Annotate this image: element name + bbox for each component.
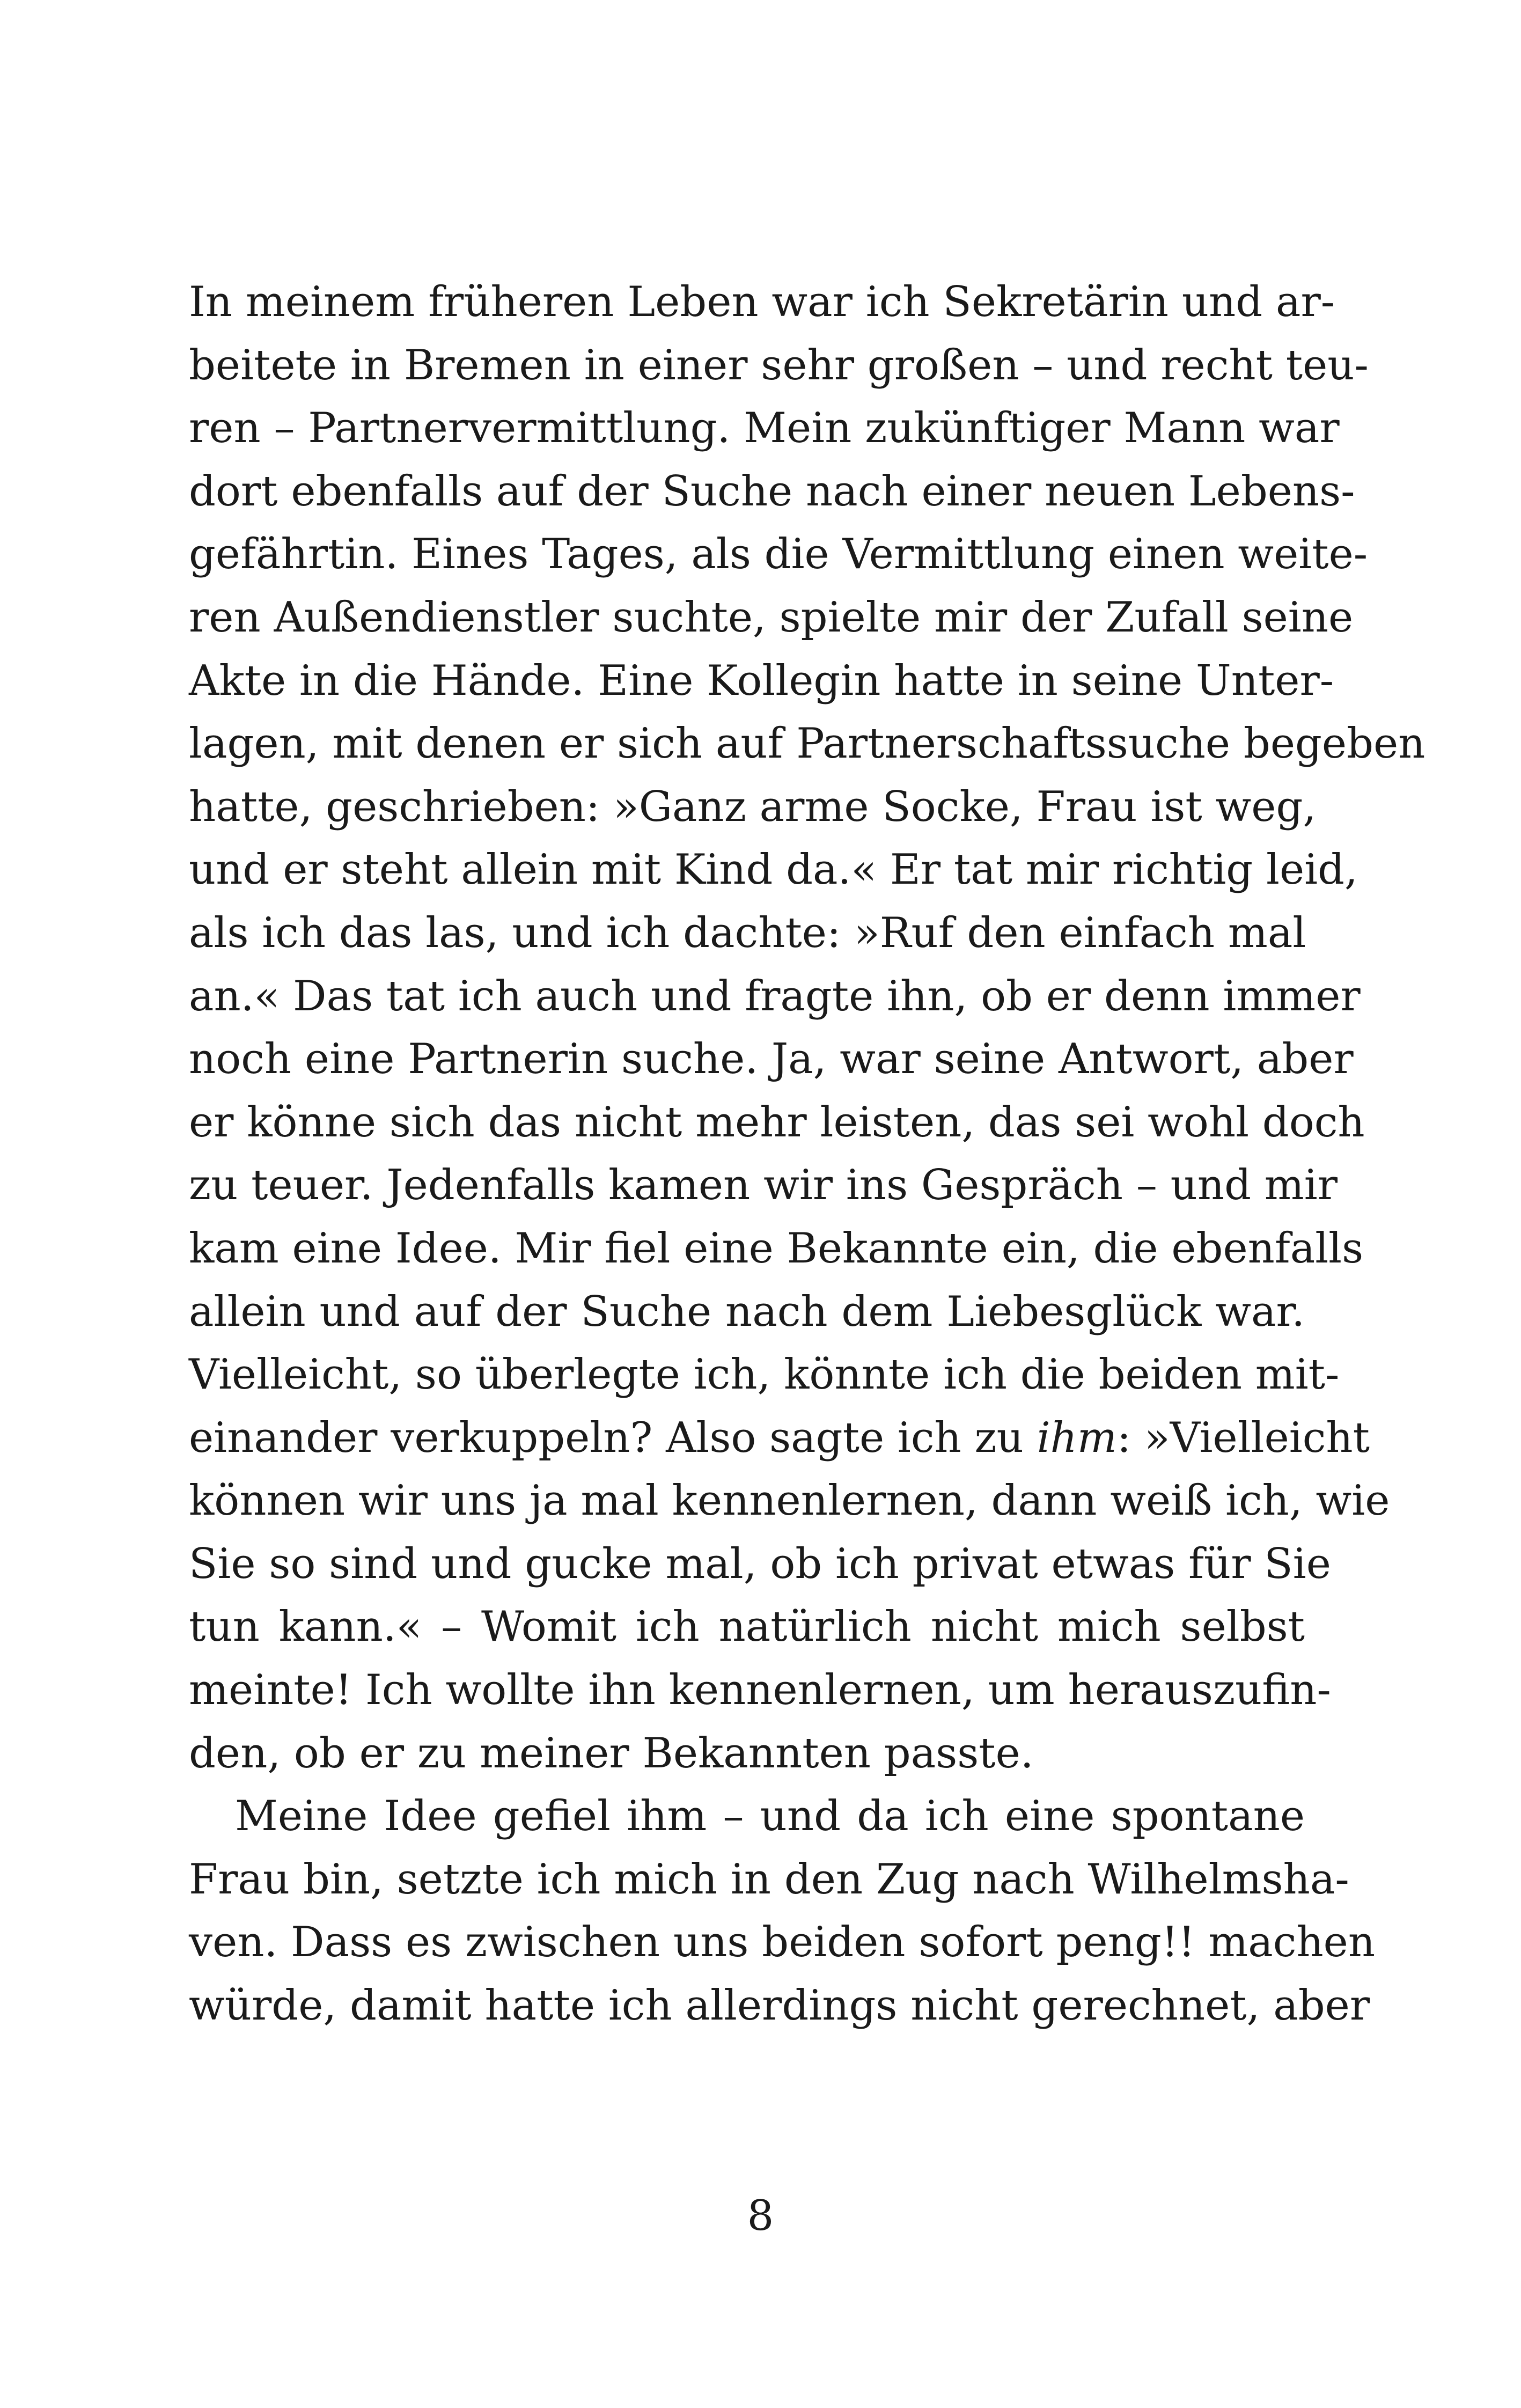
text-line: ren Außendienstler suchte, spielte mir der Zufall seine — [189, 593, 1354, 642]
body-text — [189, 271, 1426, 2038]
text-line: meinte! Ich wollte ihn kennenlernen, um herauszufin- — [189, 1666, 1331, 1715]
text-segment: : »Vielleicht — [1116, 1413, 1370, 1462]
text-line: gefährtin. Eines Tages, als die Vermittlung einen weite- — [189, 530, 1368, 579]
text-segment: einander verkuppeln? Also sagte ich zu — [189, 1413, 1037, 1462]
italic-word: ihm — [1037, 1413, 1117, 1462]
text-line: würde, damit hatte ich allerdings nicht gerechnet, aber — [189, 1981, 1370, 2030]
text-line: hatte, geschrieben: »Ganz arme Socke, Frau ist weg, — [189, 782, 1317, 831]
text-line: er könne sich das nicht mehr leisten, das sei wohl doch — [189, 1098, 1365, 1147]
text-line: Frau bin, setzte ich mich in den Zug nach Wilhelmsha- — [189, 1855, 1349, 1904]
text-line: kam eine Idee. Mir fiel eine Bekannte ein, die ebenfalls — [189, 1224, 1364, 1273]
text-line: lagen, mit denen er sich auf Partnerschaftssuche begeben — [189, 720, 1426, 768]
text-line: ren – Partnervermittlung. Mein zukünftiger Mann war — [189, 404, 1340, 453]
text-line: den, ob er zu meiner Bekannten passte. — [189, 1729, 1034, 1778]
text-line: Akte in die Hände. Eine Kollegin hatte in seine Unter- — [189, 656, 1334, 705]
text-line: Meine Idee gefiel ihm – und da ich eine spontane — [235, 1792, 1305, 1841]
text-line: Sie so sind und gucke mal, ob ich privat etwas für Sie — [189, 1539, 1331, 1588]
text-line: an.« Das tat ich auch und fragte ihn, ob er denn immer — [189, 972, 1361, 1021]
text-line: tun kann.« – Womit ich natürlich nicht mich selbst — [189, 1603, 1305, 1651]
text-line: können wir uns ja mal kennenlernen, dann weiß ich, wie — [189, 1477, 1390, 1525]
text-line: beitete in Bremen in einer sehr großen – und recht teu- — [189, 341, 1369, 390]
text-line: allein und auf der Suche nach dem Liebesglück war. — [189, 1287, 1305, 1336]
text-line: noch eine Partnerin suche. Ja, war seine Antwort, aber — [189, 1035, 1354, 1084]
text-line: dort ebenfalls auf der Suche nach einer neuen Lebens- — [189, 467, 1355, 516]
text-line: ven. Dass es zwischen uns beiden sofort peng!! machen — [189, 1918, 1376, 1967]
text-line: In meinem früheren Leben war ich Sekretärin und ar- — [189, 278, 1335, 326]
text-line: als ich das las, und ich dachte: »Ruf den einfach mal — [189, 908, 1306, 957]
text-line: Vielleicht, so überlegte ich, könnte ich die beiden mit- — [189, 1350, 1340, 1399]
page-number: 8 — [747, 2192, 774, 2240]
text-line: und er steht allein mit Kind da.« Er tat mir richtig leid, — [189, 846, 1358, 894]
text-line: zu teuer. Jedenfalls kamen wir ins Gespräch – und mir — [189, 1161, 1338, 1210]
text-line-with-italic — [189, 1407, 1370, 1470]
